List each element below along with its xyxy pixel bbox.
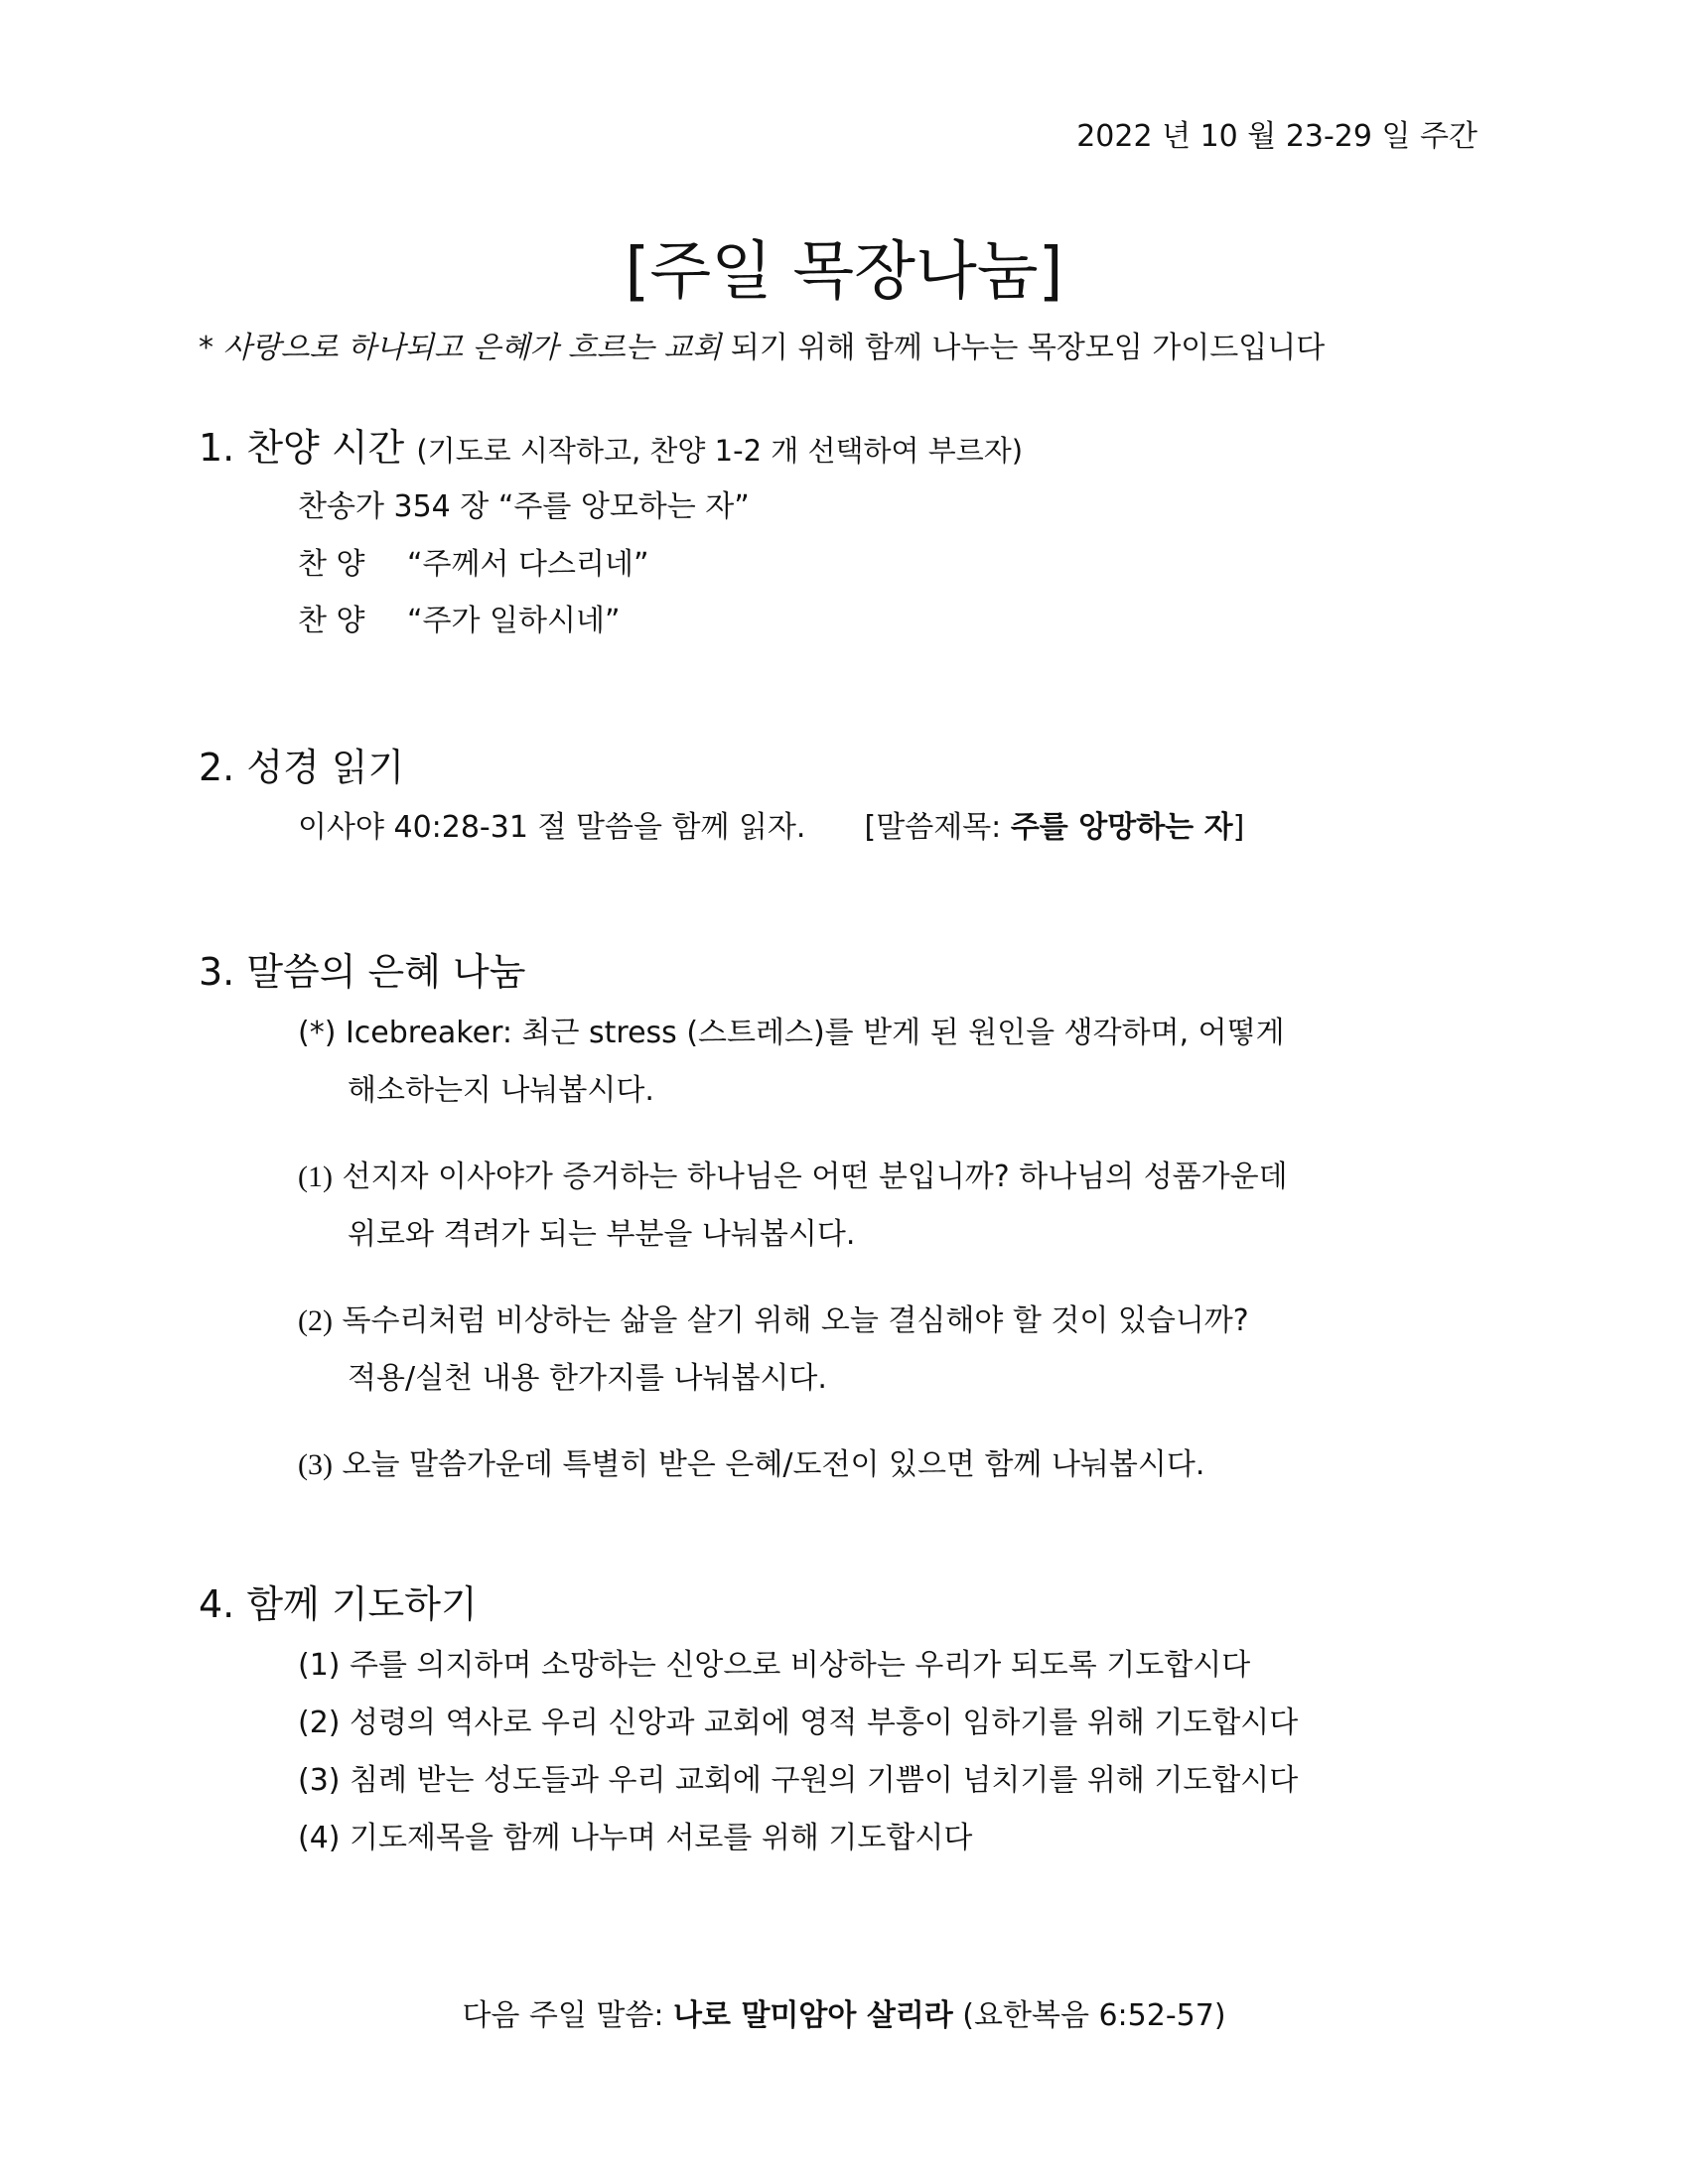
hymn-item — [298, 596, 621, 639]
prayer-item: (4) 기도제목을 함께 나누며 서로를 위해 기도합시다 — [298, 1821, 973, 1855]
hymn-song: “주를 앙모하는 자” — [497, 489, 750, 524]
question-1 — [298, 1152, 1288, 1195]
subtitle-prefix: * — [199, 331, 223, 365]
sermon-title-suffix: ] — [1232, 810, 1245, 845]
section-sharing-heading: 3. 말씀의 은혜 나눔 — [199, 950, 526, 994]
prayer-item: (3) 침례 받는 성도들과 우리 교회에 구원의 기쁨이 넘치기를 위해 기도합시다 — [298, 1763, 1299, 1798]
reading-text: 이사야 40:28-31 절 말씀을 함께 읽자. — [298, 810, 806, 845]
section-bible-heading: 2. 성경 읽기 — [199, 746, 405, 789]
question-number: (1) — [298, 1160, 333, 1193]
prayer-item: (2) 성령의 역사로 우리 신앙과 교회에 영적 부흥이 임하기를 위해 기도합시다 — [298, 1706, 1299, 1740]
hymn-item — [298, 481, 750, 525]
page-title: [주일 목장나눔] — [625, 235, 1063, 309]
bible-reading — [298, 802, 1244, 846]
hymn-song: “주가 일하시네” — [407, 604, 621, 638]
next-sermon-reference: (요한복음 6:52-57) — [952, 1998, 1226, 2033]
section-worship-title: 1. 찬양 시간 — [199, 426, 405, 470]
question-2 — [298, 1296, 1249, 1339]
sermon-title-prefix: [말씀제목: — [864, 810, 1011, 845]
question-2-cont: 적용/실천 내용 한가지를 나눠봅시다. — [348, 1361, 827, 1396]
subtitle-emphasis: 사랑으로 하나되고 은혜가 흐르는 교회 — [222, 331, 722, 365]
sermon-title: 주를 앙망하는 자 — [1010, 810, 1233, 845]
section-worship-note: (기도로 시작하고, 찬양 1-2 개 선택하여 부르자) — [416, 434, 1024, 468]
hymn-label: 찬 양 — [298, 547, 365, 582]
question-number: (3) — [298, 1448, 333, 1481]
prayer-item: (1) 주를 의지하며 소망하는 신앙으로 비상하는 우리가 되도록 기도합시다 — [298, 1648, 1251, 1683]
question-text: 독수리처럼 비상하는 삶을 살기 위해 오늘 결심해야 할 것이 있습니까? — [332, 1303, 1249, 1338]
next-sermon-prefix: 다음 주일 말씀: — [462, 1998, 674, 2033]
question-number: (2) — [298, 1304, 333, 1337]
week-date: 2022 년 10 월 23-29 일 주간 — [1076, 119, 1477, 154]
next-sermon — [0, 1990, 1688, 2034]
section-worship-heading — [199, 417, 1023, 472]
subtitle-rest: 되기 위해 함께 나누는 목장모임 가이드입니다 — [721, 331, 1326, 365]
icebreaker-line2: 해소하는지 나눠봅시다. — [348, 1073, 654, 1108]
guide-subtitle — [199, 323, 1325, 366]
section-prayer-heading: 4. 함께 기도하기 — [199, 1582, 478, 1626]
hymn-song: “주께서 다스리네” — [407, 547, 649, 582]
hymn-item — [298, 539, 648, 583]
question-text: 오늘 말씀가운데 특별히 받은 은혜/도전이 있으면 함께 나눠봅시다. — [332, 1447, 1205, 1482]
icebreaker-line1: (*) Icebreaker: 최근 stress (스트레스)를 받게 된 원인을 생각하며, 어떻게 — [298, 1016, 1285, 1050]
question-1-cont: 위로와 격려가 되는 부분을 나눠봅시다. — [348, 1217, 856, 1252]
question-3 — [298, 1439, 1204, 1483]
next-sermon-title: 나로 말미암아 살리라 — [673, 1998, 953, 2033]
question-text: 선지자 이사야가 증거하는 하나님은 어떤 분입니까? 하나님의 성품가운데 — [332, 1160, 1288, 1194]
hymn-label: 찬 양 — [298, 604, 365, 638]
hymn-label: 찬송가 354 장 — [298, 489, 490, 524]
